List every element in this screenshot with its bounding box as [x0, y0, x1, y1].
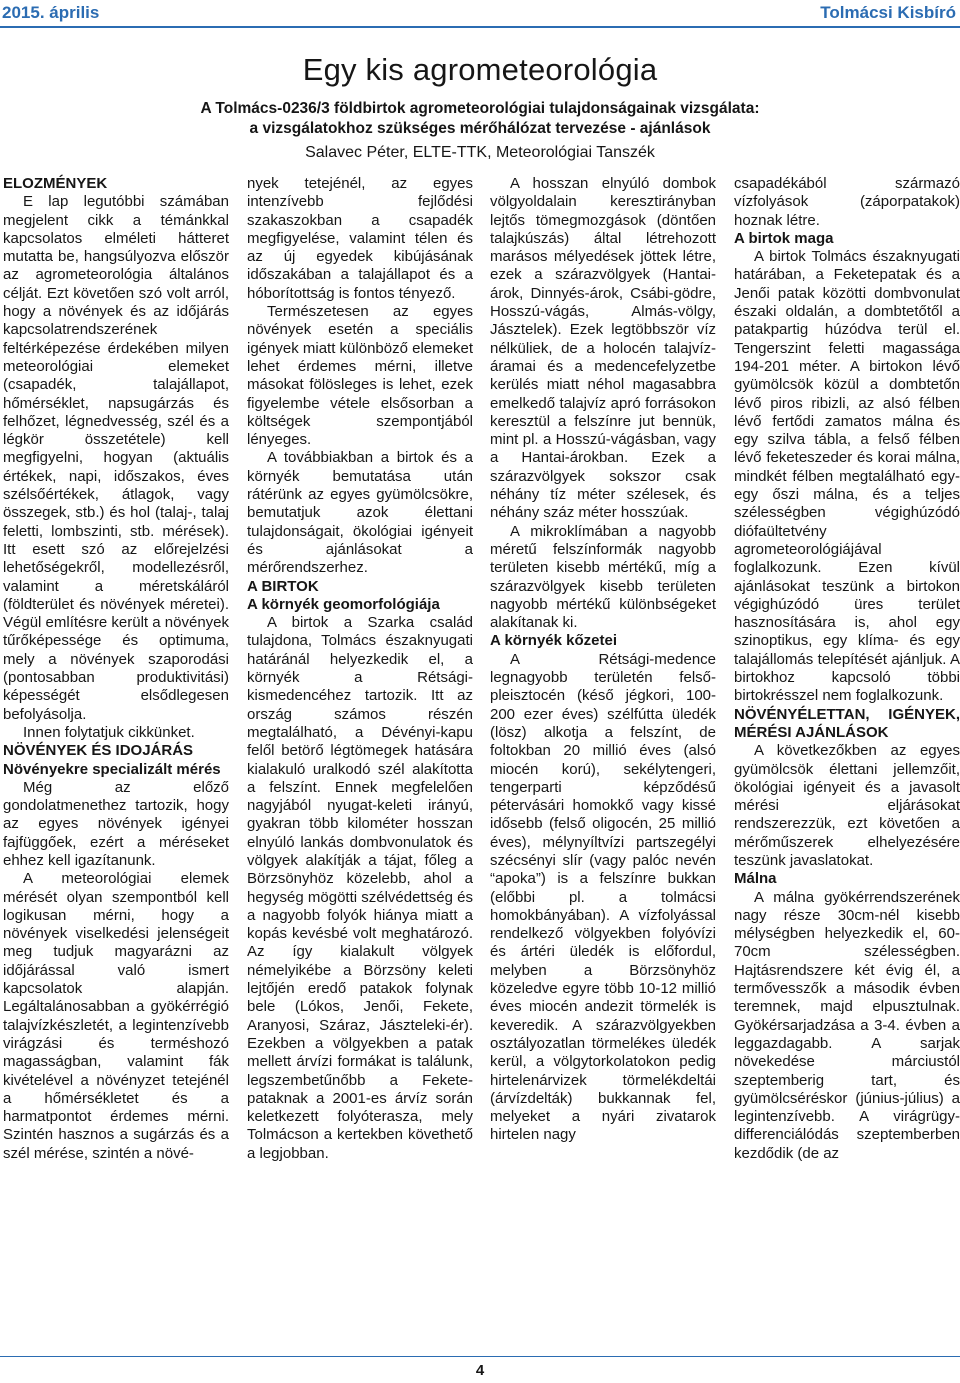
paragraph: Természetesen az egyes növények esetén a speciális igények miatt különböző elemeket lehet érdemes mérni, illetve másokat fölösleges is lehet, ezek figyelembe vétele elsősorban a költségek szempontjából lényeges.: [247, 303, 473, 449]
paragraph: A birtok a Szarka család tulajdona, Tolmács északnyugati határánál helyezkedik el, a környék a Rétsági-kismedencéhez tartozik. Itt az ország számos részén megtalálható, a Dévényi-kapu felől betörő légtömegek hatására kialakuló uralkodó szél alakította a felszínt. Ennek megfelelően nagyjából nyugat-keleti irányú, gyakran több kilométer hosszan elnyúló lankás dombvonulatok és völgyek alakítják a tájat, főleg a Börzsönyhöz közelebb, ahol a hegység mögötti szélvédettség és a nagyobb folyók hiánya miatt a kopás kevésbé volt meghatározó. Az így kialakult völgyek némelyikébe a Börzsöny keleti lejtőjén eredő patakok folynak bele (Lókos, Jenői, Fekete, Aranyosi, Száraz, Jászteleki-ér). Ezekben a völgyekben a patak mellett árvízi formákat is találunk, legszembetűnőbb a Fekete-pataknak a 2001-es árvíz során keletkezett folyóterasza, mely Tolmácson a kertekben követhető a legjobban.: [247, 614, 473, 1162]
column-1: [3, 175, 229, 1163]
paragraph: A Rétsági-medence legnagyobb területén felső-pleisztocén (késő jégkori, 100-200 ezer éves) szélfútta üledék (lösz) alkotja a felszínt, de foltokban 20 millió éves (alsó miocén korú), sekélytengeri, tengerparti képződésű pétervásári homokkő vagy kissé idősebb (felső oligocén, 25 millió éves), mélynyíltvízi partszegélyi szécsényi slír (vagy palóc nevén “apoka”) is a felszínre bukkan (előbbi pl. a tolmácsi homokbányában). A vízfolyással rendelkező völgyekben folyóvízi és ártéri üledék is előfordul, melyben a Börzsönyhöz közeledve egyre több 10-12 millió éves miocén andezit törmelék is keveredik. A szárazvölgyekben osztályozatlan törmelékes üledék kerül, a völgytorkolatokon pedig hirtelenárvizek törmelékdeltái (árvízdelták) bukkannak fel, melyeket a nyári zivatarok hirtelen nagy: [490, 650, 716, 1144]
paragraph: A mikroklímában a nagyobb méretű felszínformák nagyobb területen kisebb mértékű, míg a szárazvölgyek kisebb területen nagyobb mértékű különbségeket alakítanak ki.: [490, 522, 716, 632]
page-footer: [0, 1356, 960, 1383]
article-subtitle-2: a vizsgálatokhoz szükséges mérőhálózat tervezése - ajánlások: [249, 120, 711, 137]
subheading-kozetei: A környék kőzetei: [490, 632, 617, 650]
paragraph: nyek tetejénél, az egyes intenzívebb fejlődési szakaszokban a csapadék megfigyelése, valamint télen és az új egyedek kibújásának időszakában a talajállapot és a hóborítottság is fontos tényező.: [247, 175, 473, 302]
section-heading-birtok: A BIRTOK: [247, 577, 319, 595]
subheading-geomorfologia: A környék geomorfológiája: [247, 595, 440, 613]
paragraph: A meteorológiai elemek mérését olyan szempontból kell logikusan mérni, hogy a növények viselkedési jelenségeit meg tudjuk magyarázni az időjárással való ismert kapcsolatok alapján. Legáltalánosabban a gyökérrégió talajvízkészletét, a legintenzívebb virágzási és terméshozó magasságban, valamint fák kivételével a növényzet tetejénél a hőmérsékletet és a harmatpontot érdemes mérni. Szintén hasznos a sugárzás és a szél mérése, szintén a növé-: [3, 870, 229, 1162]
column-3: [490, 175, 716, 1145]
page-header: [0, 0, 960, 26]
subheading-meres: Növényekre specializált mérés: [3, 760, 221, 778]
page-number: 4: [475, 1362, 485, 1379]
paragraph: Innen folytatjuk cikkünket.: [23, 723, 195, 741]
column-4: [734, 175, 960, 1163]
header-rule: [0, 26, 960, 28]
paragraph: A málna gyökérrendszerének nagy része 30cm-nél kisebb mélységben helyezkedik el, 60-70cm szélességben. Hajtásrendszere két évig él, a termővesszők a második évben teremnek, majd elpusztulnak. Gyökérsarjadzása a 3-4. évben a leggazdagabb. A sarjak növekedése márciustól szeptemberig tart, és gyümölcséréskor (június-július) a legintenzívebb. A virágrügy-differenciálódás szeptemberben kezdődik (de az: [734, 888, 960, 1162]
subheading-malna: Málna: [734, 870, 777, 888]
issue-date: 2015. április: [2, 3, 100, 22]
paragraph: A következőkben az egyes gyümölcsök élettani jellemzőit, ökológiai igényeit és a javasolt mérési eljárásokat rendszerezzük, ezt követően a mérőműszerek elhelyezésére teszünk javaslatokat.: [734, 742, 960, 869]
paragraph: csapadékából származó vízfolyások (záporpatakok) hoznak létre.: [734, 175, 960, 229]
paragraph: Még az előző gondolatmenethez tartozik, hogy az egyes növények igényei fajfüggőek, ezért a méréseket ehhez kell igazítanunk.: [3, 778, 229, 869]
paragraph: E lap legutóbbi számában megjelent cikk a témánkkal kapcsolatos elméleti hátteret mutatta be, hangsúlyozva először az agrometeorológia általános célját. Ezt követően szó volt arról, hogy a növények és az időjárás kapcsolatrendszerének feltérképezése érdekében milyen meteorológiai elemeket (csapadék, talajállapot, hőmérséklet, napsugárzás és felhőzet, légnedvesség, szél és a légkör összetétele) kell megfigyelni, hogyan (aktuális értékek, napi, időszakos, éves szélsőértékek, átlagok, vagy összegek, stb.) és hol (talaj-, talaj feletti, lombszinti, stb. mérések). Itt esett szó az előrejelzési lehetőségekről, modellezésről, valamint a méretskáláról (földterület és növények méretei). Végül említésre került a növények tűrőképessége és optimuma, mely a növények szaporodási (pontosabban produktivitási) képességét elsődlegesen befolyásolja.: [3, 193, 229, 723]
article-title: Egy kis agrometeorológia: [302, 52, 658, 87]
subheading-birtok-maga: A birtok maga: [734, 229, 834, 247]
newspaper-name: Tolmácsi Kisbíró: [820, 3, 956, 22]
paragraph: A birtok Tolmács északnyugati határában, a Feketepatak és a Jenői patak közötti dombvonulat északi oldalán, a dombtetőtől a patakpartig húzódva terül el. Tengerszint feletti magassága 194-201 méter. A birtokon lévő gyümölcsök közül a dombtetőn lévő piros ribizli, az alsó félben lévő fertődi zamatos málna és egy szilva tábla, a felső félben lévő feketeszeder és korai málna, mindkét félben megtalálható egy-egy őszi málna, és a teljes szélességben végighúzódó diófaültetvény agrometeorológiájával foglalkozunk. Ezen kívül ajánlásokat teszünk a birtokon végighúzódó üres terület hasznosítására is, ahol egy szinoptikus, egy klíma- és egy talajállomás telepítését ajánljuk. A birtokhoz kapcsoló többi birtokrésszel nem foglalkozunk.: [734, 248, 960, 705]
article-author: Salavec Péter, ELTE-TTK, Meteorológiai Tanszék: [305, 144, 655, 161]
paragraph: A továbbiakban a birtok és a környék bemutatása után rátérünk az egyes gyümölcsökre, bemutatjuk azok élettani tulajdonságait, ökológiai igényeit és ajánlásokat a mérőrendszerhez.: [247, 449, 473, 577]
section-heading-elozmenyek: ELOZMÉNYEK: [3, 175, 108, 192]
footer-rule: [0, 1356, 960, 1357]
paragraph: A hosszan elnyúló dombok völgyoldalain keresztirányban lejtős tömegmozgások (döntően talajkúszás) által létrehozott marásos mélyedések jöttek létre, ezek a szárazvölgyek (Hantai-árok, Dinnyés-árok, Csábi-gödre, Hosszú-vágás, Almás-völgy, Jásztelek). Ezek legtöbbször víz nélküliek, de a holocén talajvíz-áramai és a medencefelyzetbe kerülés miatt néhol magasabbra emelkedő talajvíz apró forrásokon keresztül a felszínre jut bennük, mint pl. a Hosszú-vágásban, vagy a Hantai-árokban. Ezek a szárazvölgyek sokszor csak néhány tíz méter szélesek, és néhány száz méter hosszúak.: [490, 175, 716, 522]
column-2: [247, 175, 473, 1163]
article-subtitle-1: A Tolmács-0236/3 földbirtok agrometeorológiai tulajdonságainak vizsgálata:: [200, 100, 760, 117]
section-heading-novenyelettan: NÖVÉNYÉLETTAN, IGÉNYEK, MÉRÉSI AJÁNLÁSOK: [734, 705, 960, 741]
section-heading-novenyek: NÖVÉNYEK ÉS IDOJÁRÁS: [3, 742, 194, 760]
